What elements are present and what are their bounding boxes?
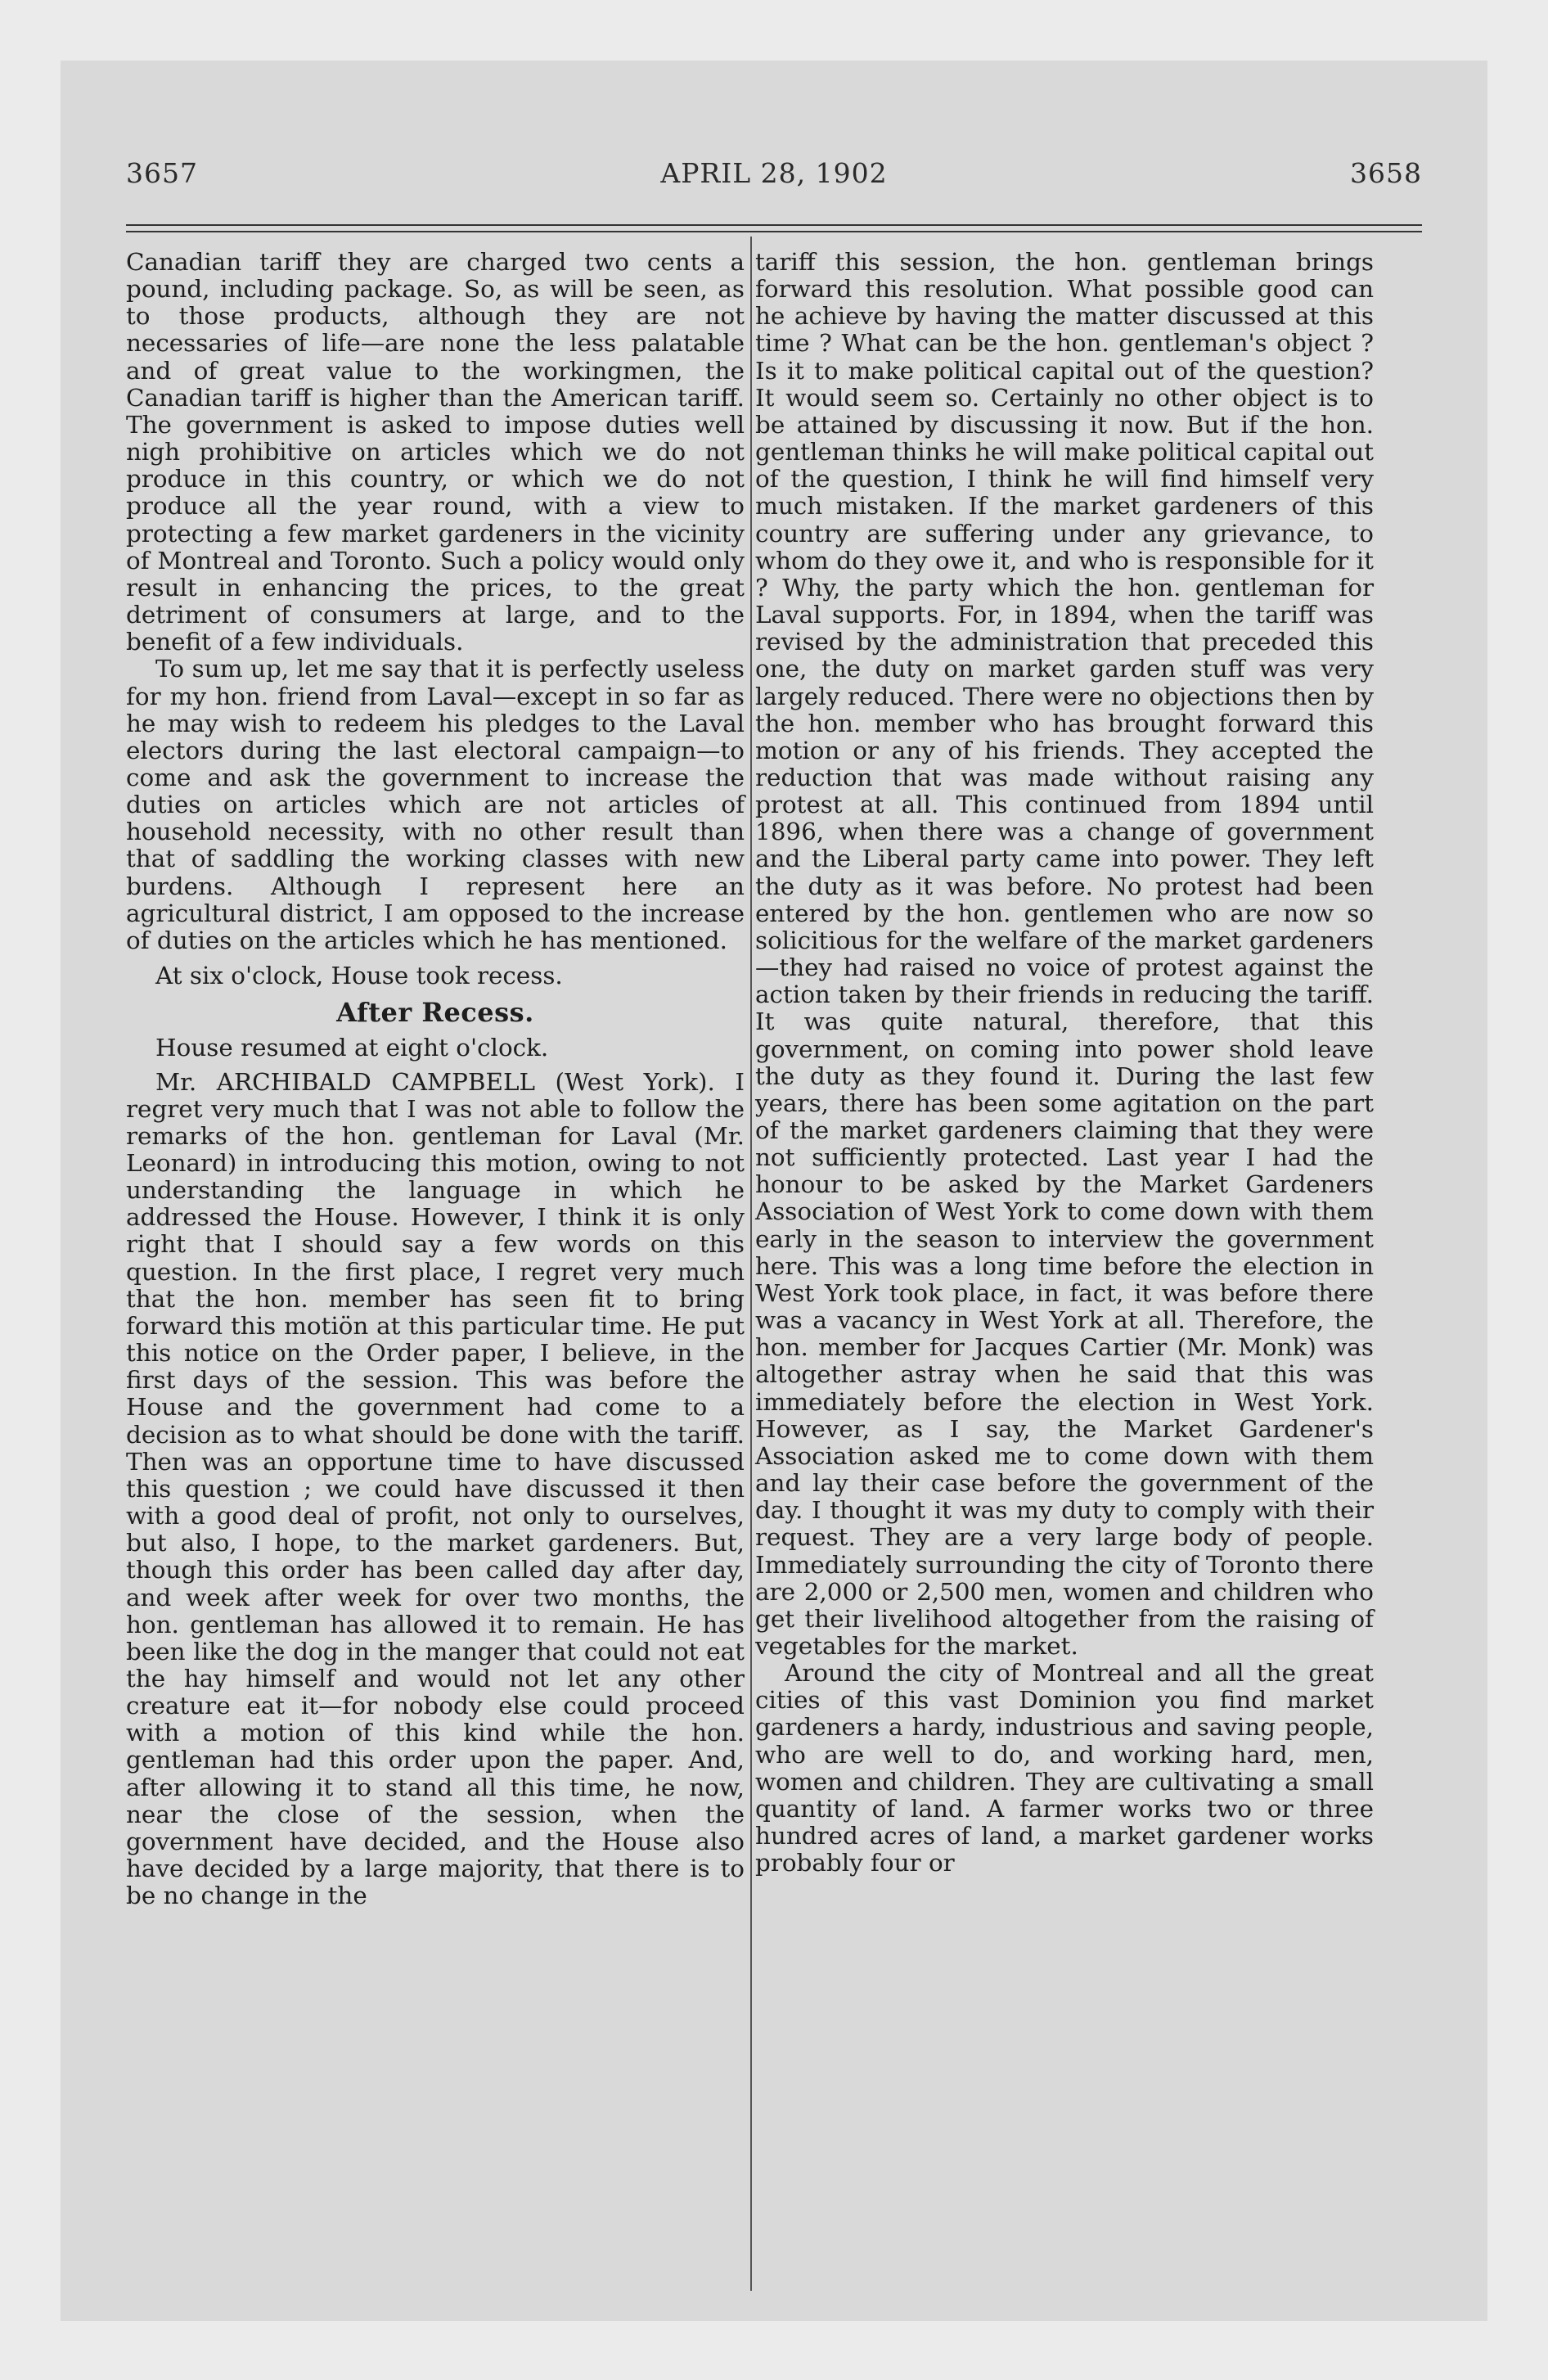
header-date: APRIL 28, 1902 [660, 157, 888, 189]
paragraph: Around the city of Montreal and all the great cities of this vast Dominion you find market gardeners a hardy, industrious and saving people, who are well to do, and working hard, men, women and children. They are cultivating a small quantity of land. A farmer works two or three hundred acres of land, a market gardener works probably four or [755, 1659, 1374, 1877]
recess-note: At six o'clock, House took recess. [155, 962, 563, 990]
left-page-number: 3657 [126, 157, 198, 189]
page-header [126, 157, 1422, 206]
resumed-note: House resumed at eight o'clock. [155, 1034, 549, 1062]
paragraph: Mr. ARCHIBALD CAMPBELL (West York). I regret very much that I was not able to follow the remarks of the hon. gentleman for Laval (Mr. Leonard) in introducing this motion, owing to not understanding the language in which he addressed the House. However, I think it is only right that I should say a few words on this question. In the first place, I regret very much that the hon. member has seen fit to bring forward this motiön at this particular time. He put this notice on the Order paper, I believe, in the first days of the session. This was before the House and the government had come to a decision as to what should be done with the tariff. Then was an opportune time to have discussed this question ; we could have discussed it then with a good deal of profit, not only to ourselves, but also, I hope, to the market gardeners. But, though this order has been called day after day, and week after week for over two months, the hon. gentleman has allowed it to remain. He has been like the dog in the manger that could not eat the hay himself and would not let any other creature eat it—for nobody else could proceed with a motion of this kind while the hon. gentleman had this order upon the paper. And, after allowing it to stand all this time, he now, near the close of the session, when the government have decided, and the House also have decided by a large majority, that there is to be no change in the [126, 1067, 745, 1910]
paragraph: Canadian tariff they are charged two cents a pound, including package. So, as will be seen, as to those products, although they are not necessaries of life—are none the less palatable and of great value to the workingmen, the Canadian tariff is higher than the American tariff. The government is asked to impose duties well nigh prohibitive on articles which we do not produce in this country, or which we do not produce all the year round, with a view to protecting a few market gardeners in the vicinity of Montreal and Toronto. Such a policy would only result in enhancing the prices, to the great detriment of consumers at large, and to the benefit of a few individuals. [126, 248, 745, 656]
scanned-page [61, 61, 1487, 2321]
paragraph: To sum up, let me say that it is perfectly useless for my hon. friend from Laval—except in so far as he may wish to redeem his pledges to the Laval electors during the last electoral campaign—to come and ask the government to increase the duties on articles which are not articles of household necessity, with no other result than that of saddling the working classes with new burdens. Although I represent here an agricultural district, I am opposed to the increase of duties on the articles which he has mentioned. [126, 655, 745, 954]
right-column [755, 249, 1374, 1877]
paragraph: tariff this session, the hon. gentleman brings forward this resolution. What possible good can he achieve by having the matter discussed at this time ? What can be the hon. gentleman's object ? Is it to make political capital out of the question? It would seem so. Certainly no other object is to be attained by discussing it now. But if the hon. gentleman thinks he will make political capital out of the question, I think he will find himself very much mistaken. If the market gardeners of this country are suffering under any grievance, to whom do they owe it, and who is responsible for it ? Why, the party which the hon. gentleman for Laval supports. For, in 1894, when the tariff was revised by the administration that preceded this one, the duty on market garden stuff was very largely reduced. There were no objections then by the hon. member who has brought forward this motion or any of his friends. They accepted the reduction that was made without raising any protest at all. This continued from 1894 until 1896, when there was a change of government and the Liberal party came into power. They left the duty as it was before. No protest had been entered by the hon. gentlemen who are now so solicitious for the welfare of the market gardeners—they had raised no voice of protest against the action taken by their friends in reducing the tariff. It was quite natural, therefore, that this government, on coming into power shold leave the duty as they found it. During the last few years, there has been some agitation on the part of the market gardeners claiming that they were not sufficiently protected. Last year I had the honour to be asked by the Market Gardeners Association of West York to come down with them early in the season to interview the government here. This was a long time before the election in West York took place, in fact, it was before there was a vacancy in West York at all. Therefore, the hon. member for Jacques Cartier (Mr. Monk) was altogether astray when he said that this was immediately before the election in West York. However, as I say, the Market Gardener's Association asked me to come down with them and lay their case before the government of the day. I thought it was my duty to comply with their request. They are a very large body of people. Immediately surrounding the city of Toronto there are 2,000 or 2,500 men, women and children who get their livelihood altogether from the raising of vegetables for the market. [755, 248, 1374, 1660]
right-page-number: 3658 [1350, 157, 1422, 189]
left-column [126, 249, 745, 1909]
header-rule-bottom [126, 231, 1422, 232]
column-divider [750, 237, 752, 2291]
section-heading: After Recess. [336, 997, 534, 1029]
header-rule-top [126, 224, 1422, 226]
